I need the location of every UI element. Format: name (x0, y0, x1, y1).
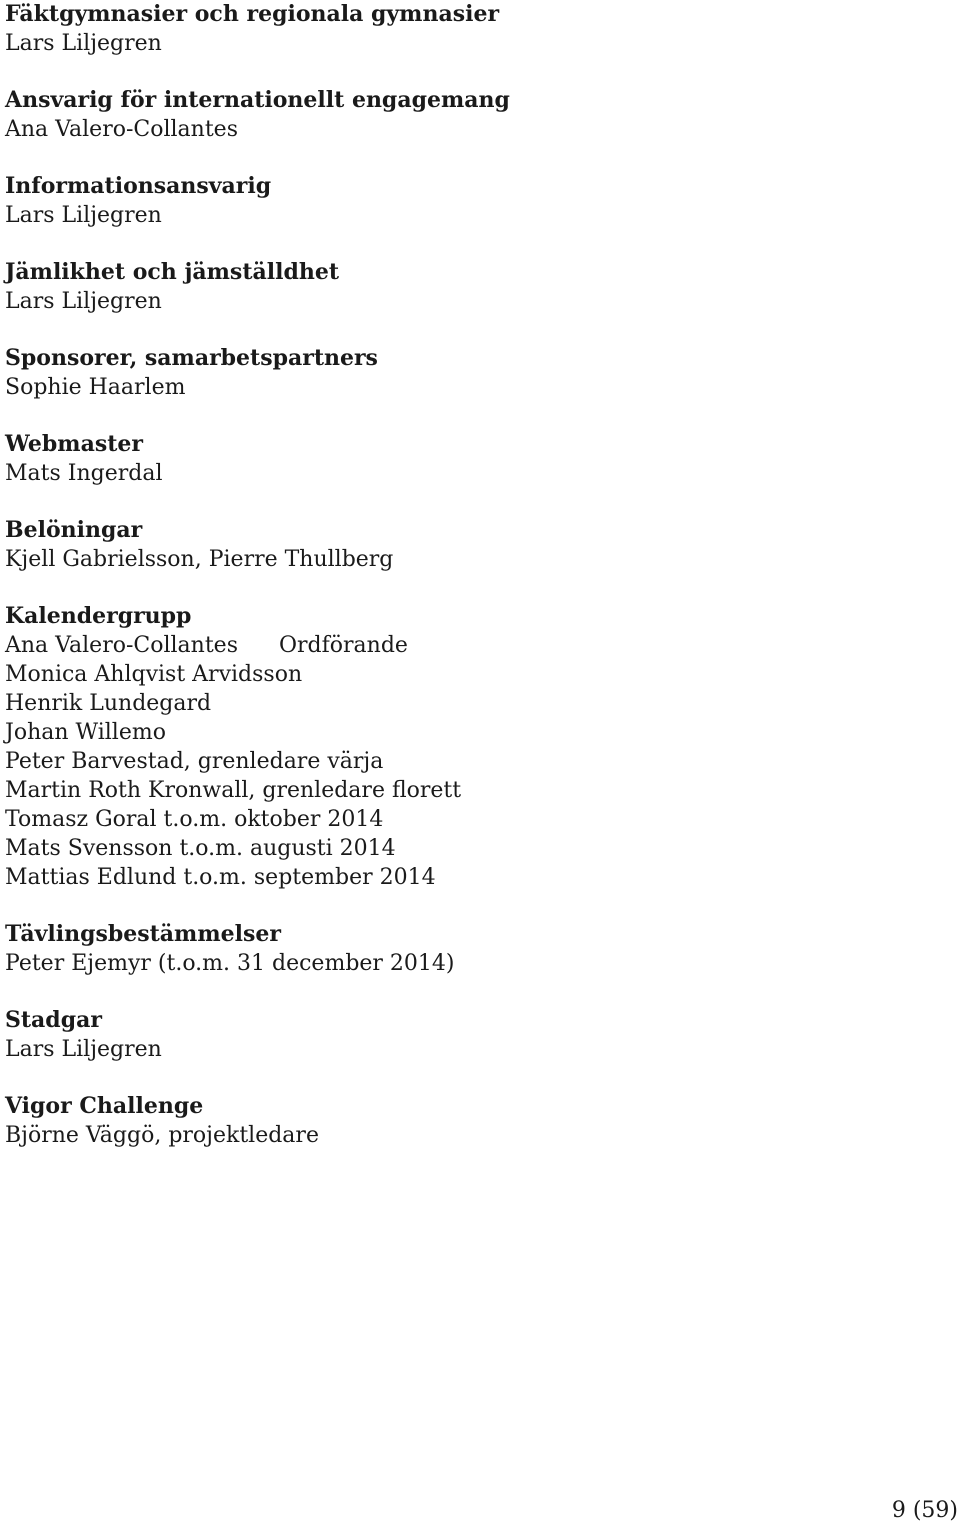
member-row: Henrik Lundegard (5, 691, 212, 716)
member-row: Peter Barvestad, grenledare värja (5, 749, 384, 774)
section-internationellt (5, 86, 945, 144)
member-row: Martin Roth Kronwall, grenledare florett (5, 778, 462, 803)
section-tavlingsbestammelser (5, 920, 945, 978)
section-person: Kjell Gabrielsson, Pierre Thullberg (5, 547, 394, 572)
section-heading: Sponsorer, samarbetspartners (5, 345, 378, 371)
member-row: Mats Svensson t.o.m. augusti 2014 (5, 836, 396, 861)
section-person: Lars Liljegren (5, 289, 162, 314)
section-heading: Tävlingsbestämmelser (5, 921, 281, 947)
section-person: Lars Liljegren (5, 31, 162, 56)
chair-row (5, 631, 945, 660)
section-person: Ana Valero-Collantes (5, 117, 238, 142)
section-heading: Belöningar (5, 517, 143, 543)
chair-role: Ordförande (279, 633, 408, 658)
section-faktgymnasier (5, 0, 945, 58)
section-heading: Webmaster (5, 431, 143, 457)
member-row: Johan Willemo (5, 720, 166, 745)
member-row: Monica Ahlqvist Arvidsson (5, 662, 303, 687)
section-heading: Informationsansvarig (5, 173, 272, 199)
section-kalendergrupp (5, 602, 945, 892)
document-page (5, 0, 945, 1150)
section-heading: Stadgar (5, 1007, 102, 1033)
section-person: Lars Liljegren (5, 1037, 162, 1062)
section-person: Peter Ejemyr (t.o.m. 31 december 2014) (5, 951, 455, 976)
section-sponsorer (5, 344, 945, 402)
section-heading: Jämlikhet och jämställdhet (5, 259, 339, 285)
section-heading: Ansvarig för internationellt engagemang (5, 87, 510, 113)
section-heading: Vigor Challenge (5, 1093, 204, 1119)
section-person: Björne Väggö, projektledare (5, 1123, 319, 1148)
section-jamlikhet (5, 258, 945, 316)
section-person: Mats Ingerdal (5, 461, 163, 486)
member-row: Tomasz Goral t.o.m. oktober 2014 (5, 807, 384, 832)
chair-name: Ana Valero-Collantes (5, 633, 238, 658)
section-webmaster (5, 430, 945, 488)
section-vigor-challenge (5, 1092, 945, 1150)
section-informationsansvarig (5, 172, 945, 230)
section-person: Sophie Haarlem (5, 375, 186, 400)
section-beloningar (5, 516, 945, 574)
member-row: Mattias Edlund t.o.m. september 2014 (5, 865, 436, 890)
section-stadgar (5, 1006, 945, 1064)
section-heading: Kalendergrupp (5, 603, 192, 629)
page-number: 9 (59) (891, 1498, 958, 1523)
section-person: Lars Liljegren (5, 203, 162, 228)
section-heading: Fäktgymnasier och regionala gymnasier (5, 1, 500, 27)
